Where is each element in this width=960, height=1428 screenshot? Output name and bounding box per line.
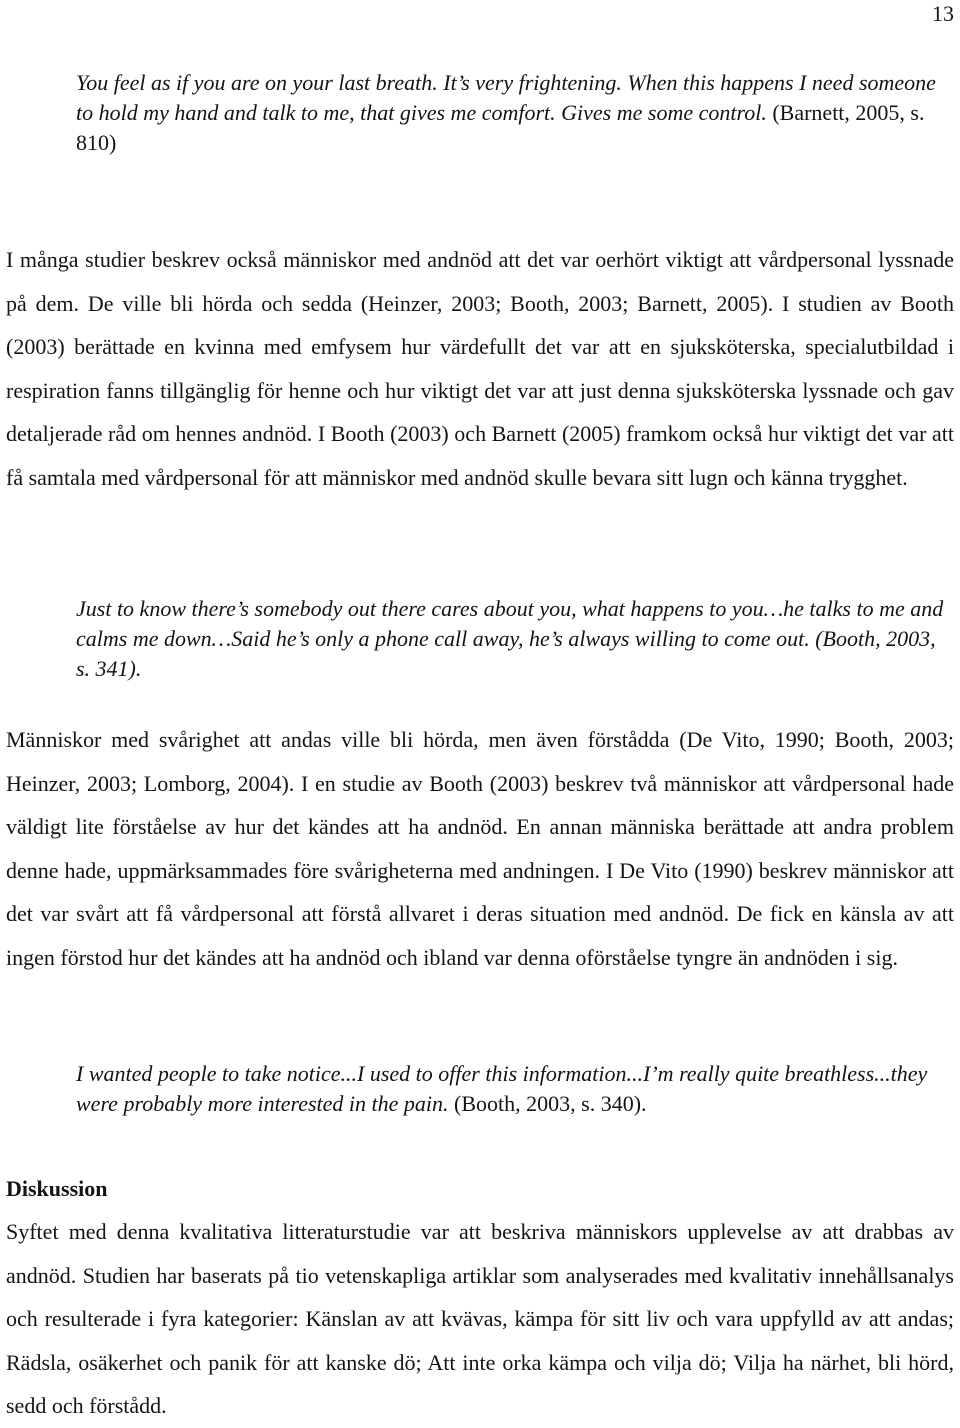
section-heading-diskussion: Diskussion xyxy=(6,1176,108,1201)
paragraph-listened-to: I många studier beskrev också människor med andnöd att det var oerhört viktigt att vårdpersonal lyssnade på dem. De ville bli hörda och sedda (Heinzer, 2003; Booth, 2003; Barnett, 2005). I studien av Booth (2003) berättade en kvinna med emfysem hur värdefullt det var att en sjuksköterska, specialutbildad i respiration fanns tillgänglig för henne och hur viktigt det var att just denna sjuksköterska lyssnade och gav detaljerade råd om hennes andnöd. I Booth (2003) och Barnett (2005) framkom också hur viktigt det var att få samtala med vårdpersonal för att människor med andnöd skulle bevara sitt lugn och känna trygghet. xyxy=(6,247,954,490)
paragraph-understood: Människor med svårighet att andas ville bli hörda, men även förstådda (De Vito, 1990; Booth, 2003; Heinzer, 2003; Lomborg, 2004). I en studie av Booth (2003) beskrev två människor att vårdpersonal hade väldigt lite förståelse av hur det kändes att ha andnöd. En annan människa berättade att andra problem denne hade, uppmärksammades före svårigheterna med andningen. I De Vito (1990) beskrev människor att det var svårt att få vårdpersonal att förstå allvaret i deras situation med andnöd. De fick en känsla av att ingen förstod hur det kändes att ha andnöd och ibland var denna oförståelse tyngre än andnöden i sig. xyxy=(6,727,954,970)
page-number: 13 xyxy=(932,1,954,26)
block-quote-booth-340 xyxy=(76,1059,952,1119)
quote-citation: (Barnett, 2005, s. 810) xyxy=(76,100,925,155)
paragraph-discussion: Syftet med denna kvalitativa litteraturstudie var att beskriva människors upplevelse av att drabbas av andnöd. Studien har baserats på tio vetenskapliga artiklar som analyserades med kvalitativ innehållsanalys och resulterade i fyra kategorier: Känslan av att kvävas, kämpa för sitt liv och vara uppfylld av att andas; Rädsla, osäkerhet och panik för att kanske dö; Att inte orka kämpa och vilja dö; Vilja ha närhet, bli hörd, sedd och förstådd. xyxy=(6,1219,954,1418)
quote-text: You feel as if you are on your last breath. It’s very frightening. When this happens I need someone to hold my hand and talk to me, that gives me comfort. Gives me some control. xyxy=(76,70,936,125)
quote-citation: (Booth, 2003, s. 340). xyxy=(448,1091,647,1116)
block-quote-barnett xyxy=(76,68,952,158)
block-quote-booth-341: Just to know there’s somebody out there cares about you, what happens to you…he talks to me and calms me down…Said he’s only a phone call away, he’s always willing to come out. (Booth, 2003, s. 341). xyxy=(76,596,944,681)
quote-text: I wanted people to take notice...I used to offer this information...I’m really quite breathless...they were probably more interested in the pain. xyxy=(76,1061,928,1116)
